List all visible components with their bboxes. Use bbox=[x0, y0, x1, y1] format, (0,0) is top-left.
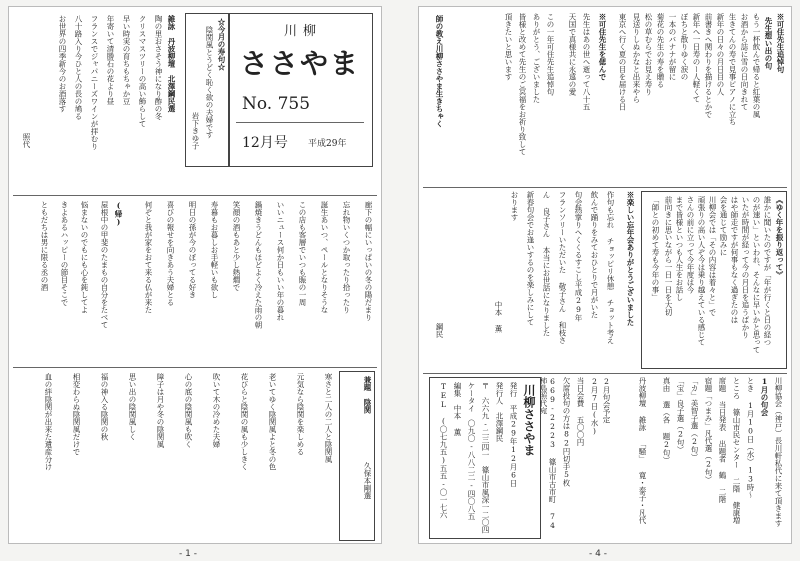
zatsuei-line: お世界の四季新今のお酒落す bbox=[58, 15, 67, 113]
event-block bbox=[617, 377, 787, 537]
body-line: フランソリーいただいた 敬子さん 和枝さ bbox=[558, 191, 567, 344]
body-line: 句会熱掌りへくくるすこし平成29年 bbox=[574, 191, 583, 322]
issue-number: No. 755 bbox=[242, 94, 311, 114]
page-1 bbox=[8, 6, 382, 559]
tribute-block bbox=[633, 13, 787, 181]
body-line: 飲んで踊りをみておひとりで月がいた bbox=[590, 191, 599, 319]
event-line: 宿題「つまみ」凡代選（2句） bbox=[704, 377, 713, 484]
monthly-poem-heading: ☆今月の寿句☆ bbox=[217, 18, 226, 71]
zatsuei-line: 八十路入り今ひと人の長の鳩る bbox=[74, 15, 83, 120]
verse-line: 誕生あいつ、ペールとなりそうな bbox=[320, 201, 329, 314]
notice-line: 2月句会予定 bbox=[602, 377, 611, 424]
verse-line: 屋根中の甲斐のたまもの自分をたべて bbox=[100, 201, 109, 329]
topic-lines bbox=[17, 373, 335, 535]
monthly-poem-box bbox=[185, 13, 229, 167]
verse-line: 思い出の陰関風しく bbox=[128, 373, 137, 441]
middle-block bbox=[129, 201, 375, 351]
body-line: おります bbox=[510, 191, 519, 221]
verse-line: 見送りしぬかなと出来やら bbox=[632, 13, 641, 103]
colophon-line: 〒 六六九-二三四一 篠山市風深一二〇四 bbox=[481, 382, 490, 534]
teaching-author: 鋼民 bbox=[435, 323, 444, 338]
colophon-line: 編集 中本 薫 bbox=[453, 382, 462, 436]
page-4 bbox=[418, 6, 792, 559]
verse-line: 菊花の先生の寿を贈る bbox=[656, 13, 665, 88]
body-line: 頑張りの高い人ぞ今は乗り越えている感じて bbox=[697, 196, 706, 346]
event-line: 「カ」美智子選（2句） bbox=[690, 377, 699, 461]
verse-line: 新年へ一日寿のー人軽くて bbox=[692, 13, 701, 103]
tribute-subheading: 先生想い出の句 bbox=[764, 17, 773, 70]
verse-line: 血の絆陰関が出来た遺産分け bbox=[44, 373, 53, 471]
zatsuei-lines bbox=[29, 15, 165, 165]
memorial-block bbox=[479, 13, 629, 181]
event-line: とき 1月10日（水）13時～ bbox=[746, 377, 755, 499]
masthead bbox=[229, 13, 373, 167]
verse-line: 新年の日々の月日目の人 bbox=[716, 13, 725, 96]
page-number: - 4 - bbox=[589, 549, 607, 559]
thanks-block bbox=[459, 191, 637, 367]
author: 照代 bbox=[22, 133, 31, 148]
verse-line: 松の草むらでお見え寿り bbox=[644, 13, 653, 96]
colophon-line: TEL (〇七九五)五五-〇一七六 bbox=[439, 382, 448, 519]
event-line: 席題 当日発表 出題者 鶴 二階 bbox=[718, 377, 727, 503]
body-line: 作句も忘れ チョッピリ休憩 チョット考え bbox=[606, 191, 615, 344]
verse-line: 何ぞと我が家をおて来る仏が来た bbox=[144, 201, 153, 314]
body-line: さんの前に立って今年度は今 bbox=[686, 196, 695, 294]
body-line: はや師走ですが何事もなく過ぎたのは bbox=[730, 196, 739, 324]
notice-line: 当日会費 五〇〇円 bbox=[576, 377, 585, 446]
zatsuei-line: 早い時実の育ちもちゃか豆 bbox=[122, 15, 131, 105]
verse-line: ぼちと散りゆく涙の bbox=[680, 13, 689, 81]
verse-line: 悩まないのでもにも心を鈍してよ bbox=[80, 201, 89, 314]
issue-year: 平成29年 bbox=[308, 139, 347, 149]
body-line: ん 良子さん 本当にお世話になりました bbox=[542, 191, 551, 337]
verse-line: きよあるハッピーの節目そこで bbox=[60, 201, 69, 306]
zatsuei-heading: 雑詠 丹波柳壇 北澤鋼民選 bbox=[167, 15, 176, 113]
verse-line: 福の神入る陰関の秋 bbox=[100, 373, 109, 441]
colophon-line: 発行人 北澤鋼民 bbox=[495, 382, 504, 442]
topic-selector: 久保本剛選 bbox=[363, 462, 372, 500]
colophon-box bbox=[429, 377, 541, 539]
verse-line: 天国で真様共に永遠の愛 bbox=[568, 13, 577, 96]
event-line: 「宝」良子選（2句） bbox=[676, 377, 685, 454]
verse-line: 明日の孫が今のぼってる好き bbox=[188, 201, 197, 299]
verse-line: ありがとう、ございました bbox=[532, 13, 541, 103]
verse-line: 生きてんの寿で見事ピアノに立ち bbox=[728, 13, 737, 126]
year-review-heading: 《ゆく年を振り返って》 bbox=[775, 196, 784, 279]
body-line: 会を通じて励みに bbox=[719, 196, 728, 256]
notice-line: 669-2223 篠山市古市町 74 柿島照代宛 bbox=[539, 377, 557, 530]
event-line: 真由 選（各 題2句） bbox=[662, 377, 671, 464]
memorial-heading: ※可住先生を偲んで bbox=[598, 13, 607, 81]
verse-line: 寒さと二人の二人と陰関風 bbox=[324, 373, 333, 463]
event-line: 1月の句会 bbox=[760, 377, 769, 416]
verse-line: 障子は月や冬の陰関風 bbox=[156, 373, 165, 448]
topic-box bbox=[339, 371, 375, 541]
bottom-left-block bbox=[15, 201, 125, 351]
topic-heading: 兼題 陰関 bbox=[363, 376, 372, 414]
monthly-poem-text: 陰関風とうどく恥く欲の夫婦です bbox=[205, 26, 214, 139]
verse-line: 喜びの報せを向きあう夫婦とる bbox=[166, 201, 175, 306]
body-line: まで皆様といつも人生をお話し bbox=[675, 196, 684, 301]
year-review-box bbox=[641, 191, 787, 369]
verse-line: 笑顔の酒もあと少し熱燗で bbox=[232, 201, 241, 291]
verse-line: 元気なら陰関を楽しめる bbox=[296, 373, 305, 456]
verse-line: 花びらと陰関の風も少しきく bbox=[240, 373, 249, 471]
tribute-heading: ※可住先生追悼句 bbox=[776, 13, 785, 73]
verse-line: この一年可住先生追悼句 bbox=[546, 13, 555, 96]
event-footnote: 丹波柳壇 雑詠 「騒」 寛・泰子・凡代 bbox=[638, 377, 647, 524]
page-number: - 1 - bbox=[179, 549, 197, 559]
masthead-title: ささやま bbox=[240, 47, 361, 80]
verse-line: 前書きへ関わりを描けるとかで bbox=[704, 13, 713, 118]
colophon-title: 川柳ささやま bbox=[522, 384, 536, 456]
notices-block bbox=[539, 377, 613, 537]
verse-line: 廊下の幅にいっぱいの冬の陽だまり bbox=[364, 201, 373, 321]
verse-line: 一本のバナナが留に bbox=[668, 13, 677, 81]
colophon-line: ケータイ 〇九〇-八八二二-四〇八五 bbox=[467, 382, 476, 520]
body-line: のが速い」といわれ、そんなに早いかと思って bbox=[752, 196, 761, 354]
verse-line: ともだちは男に限る丞の酒 bbox=[40, 201, 49, 291]
verse-line: 鍋焼きうどんもほどよく冷えた雨の朝 bbox=[254, 201, 263, 329]
verse-line: いいニュース何か日もいい年の暮れ bbox=[276, 201, 285, 321]
verse-line: 東京へ行く夏の目を届ける日 bbox=[618, 13, 627, 111]
verse-line: 忘れ物いくつか取ったり拾ったり bbox=[342, 201, 351, 314]
zatsuei-line: 年寄いて清勝石の花より昼 bbox=[106, 15, 115, 105]
body-line: 川柳会では「その内容は着々と」で bbox=[708, 196, 717, 316]
notice-line: 欠席投句の方は82円切手5枚 bbox=[562, 377, 571, 487]
body-line: 前向きに思いながら一日一日を大切 bbox=[664, 196, 673, 316]
verse-line: 相変わらぬ陰関風だけで bbox=[72, 373, 81, 456]
event-line: 川柳協会（神戸）長川軒私代に来て頂きます bbox=[774, 377, 783, 527]
verse-line: 頂きたいと思います bbox=[504, 13, 513, 81]
verse-line: 心の底の陰関風も吹く bbox=[184, 373, 193, 448]
verse-line: 老いてゆく陰関風よと冬の色 bbox=[268, 373, 277, 471]
body-line: 新春句会でお逢いするのを楽しみにして bbox=[526, 191, 535, 326]
colophon-line: 発行 平成29年12月6日 bbox=[509, 382, 518, 487]
monthly-poem-author: 岩下きゆ子 bbox=[191, 112, 200, 150]
body-line: いたが時間が経って今の月日を追うばかり bbox=[741, 196, 750, 339]
body-line: 誰かに聞いたのですが「年が行くと日の経つ bbox=[763, 196, 772, 346]
zatsuei-authors bbox=[13, 13, 33, 173]
verse-line: 先生はあの世へ逝って八十五 bbox=[582, 13, 591, 111]
issue-month: 12月号 bbox=[242, 135, 288, 151]
verse-line: 吹いて木の冷めた夫婦 bbox=[212, 373, 221, 448]
event-line: ところ 篠山市民センター 二階 健康増 bbox=[732, 377, 741, 524]
verse-line: この店も客層でいつも賑の一周 bbox=[298, 201, 307, 306]
verse-line: 寿暮もお暮しお手軽いも欲し bbox=[210, 201, 219, 299]
zatsuei-line: フランスでジャパニーズワインが拝むり bbox=[90, 15, 99, 150]
section-heading: (帰) bbox=[114, 201, 123, 227]
verse-line: もう一杯飲んで帰ると紅葉の風 bbox=[752, 13, 761, 118]
teaching-heading: 師の教え川柳ささやま生きちゃく bbox=[435, 15, 444, 128]
thanks-heading: ※楽しい忘年会ありがとうございました bbox=[626, 191, 635, 326]
thanks-author: 中本 薫 bbox=[494, 301, 503, 333]
verse-line: 皆様と改めて先生のご冥福をお祈り致して bbox=[518, 13, 527, 156]
masthead-small: 川柳 bbox=[284, 24, 323, 39]
zatsuei-line: 陶の里おさそう神になり酢の冬 bbox=[154, 15, 163, 120]
body-line: 「師との初めて寿も今年の事」 bbox=[651, 196, 660, 301]
zatsuei-line: クリスマスツリーの高い飾らして bbox=[138, 15, 147, 128]
notice-line: 2月7日(水) bbox=[590, 377, 599, 436]
verse-line: お酒から誌に雪の日向きれて bbox=[740, 13, 749, 111]
